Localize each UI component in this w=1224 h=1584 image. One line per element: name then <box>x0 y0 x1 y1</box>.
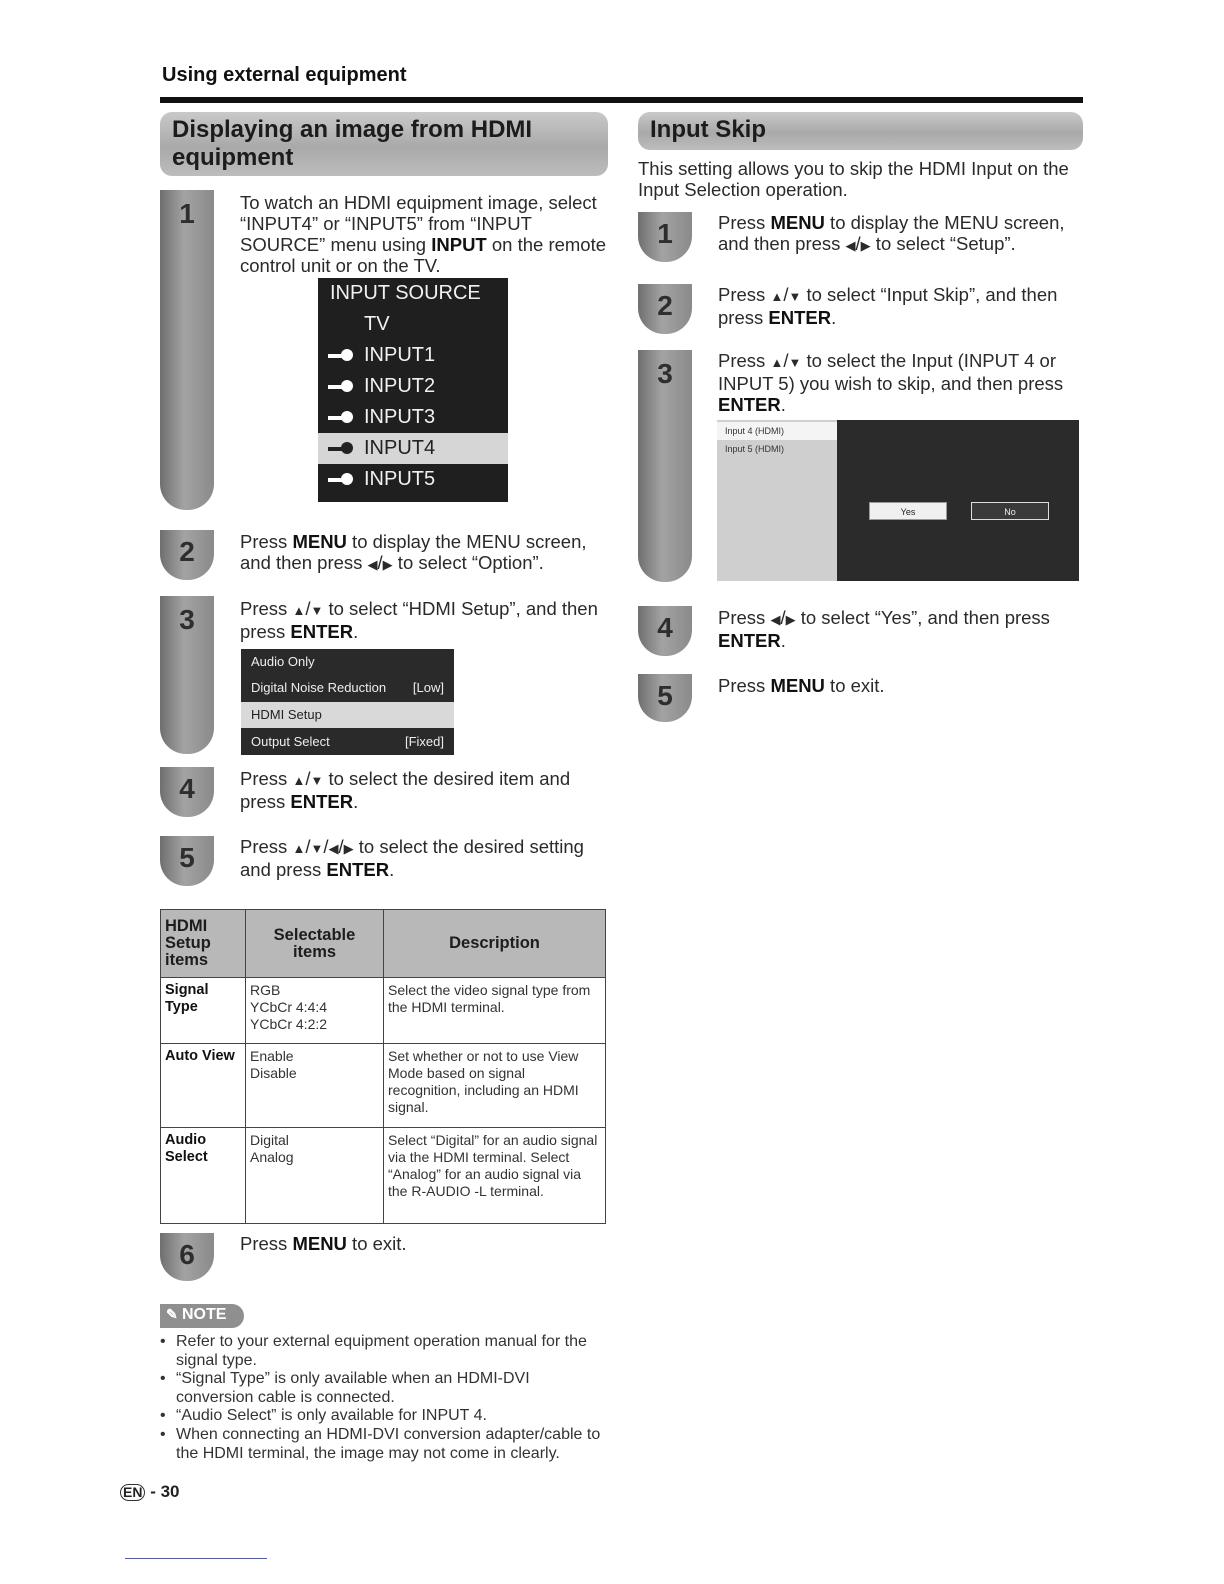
step-number: 1 <box>657 218 673 249</box>
up-arrow-icon <box>292 836 305 857</box>
step-number: 3 <box>657 358 673 389</box>
note-badge <box>160 1304 244 1328</box>
option-value: [Fixed] <box>404 734 444 749</box>
hdmi-setup-table <box>160 909 606 1224</box>
table-cell-description: Select “Digital” for an audio signal via the HDMI terminal. Select “Analog” for an audio signal via the R-AUDIO -L terminal. <box>384 1128 606 1224</box>
step-1-text <box>240 192 610 276</box>
step-5-text: Press ▲ /▼ /◀ /▶ to select the desired setting and press ENTER. <box>240 836 610 880</box>
banner-hdmi-title: Displaying an image from HDMI equipment <box>172 116 533 171</box>
plug-icon <box>328 442 354 454</box>
step-2-marker <box>160 530 214 580</box>
left-arrow-icon <box>770 607 780 628</box>
step-2-text: Press MENU to display the MENU screen, and then press ◀ /▶ to select “Option”. <box>240 531 610 575</box>
up-arrow-icon <box>770 284 783 305</box>
skip-step-3-text: Press ▲ /▼ to select the Input (INPUT 4 or INPUT 5) you wish to skip, and then press ENTER. <box>718 350 1078 415</box>
table-header-row <box>161 910 606 978</box>
skip-step-2-marker <box>638 284 692 334</box>
input-source-item-input3[interactable] <box>318 402 508 433</box>
input-label: INPUT5 <box>364 468 436 490</box>
step-6-marker <box>160 1233 214 1281</box>
option-item-audio-only[interactable] <box>241 649 454 675</box>
option-value: YCbCr 4:2:2 <box>250 1016 328 1032</box>
skip-step-4-text: Press ◀ /▶ to select “Yes”, and then press ENTER. <box>718 607 1078 651</box>
option-value: Digital <box>250 1132 289 1148</box>
down-arrow-icon <box>310 598 323 619</box>
language-badge: EN <box>120 1484 145 1501</box>
left-arrow-icon <box>328 836 338 857</box>
plug-icon <box>328 473 354 485</box>
option-item-output-select[interactable] <box>241 729 454 755</box>
skip-step-1-text: Press MENU to display the MENU screen, and then press ◀ /▶ to select “Setup”. <box>718 212 1078 256</box>
yes-button[interactable]: Yes <box>869 502 947 520</box>
footer-line <box>125 1558 267 1559</box>
header-rule <box>160 97 1083 103</box>
note-label: NOTE <box>182 1306 227 1323</box>
option-value: Enable <box>250 1048 294 1064</box>
skip-step-5-text: Press MENU to exit. <box>718 675 885 696</box>
input-source-item-input4[interactable] <box>318 433 508 464</box>
input-label: INPUT4 <box>364 437 436 459</box>
skip-step-4-marker <box>638 606 692 656</box>
left-arrow-icon <box>846 233 856 254</box>
banner-hdmi <box>160 112 608 176</box>
option-label: Digital Noise Reduction <box>251 680 387 695</box>
down-arrow-icon <box>788 350 801 371</box>
option-label: Audio Only <box>251 654 315 669</box>
input-skip-list <box>717 420 837 581</box>
step-number: 4 <box>657 612 673 643</box>
step-number: 2 <box>657 290 673 321</box>
right-arrow-icon <box>383 552 393 573</box>
input-label: INPUT2 <box>364 375 436 397</box>
left-arrow-icon <box>368 552 378 573</box>
step-1-marker <box>160 190 214 510</box>
list-item: • “Audio Select” is only available for INPUT 4. <box>160 1407 610 1426</box>
input-label: INPUT3 <box>364 406 436 428</box>
section-title: Using external equipment <box>162 64 407 86</box>
list-item: • “Signal Type” is only available when an HDMI-DVI conversion cable is connected. <box>160 1370 610 1407</box>
page-number <box>120 1482 179 1502</box>
step-number: 1 <box>179 198 195 229</box>
down-arrow-icon <box>310 768 323 789</box>
step-5-marker <box>160 836 214 886</box>
option-menu <box>241 649 454 755</box>
list-item: • When connecting an HDMI-DVI conversion adapter/cable to the HDMI terminal, the image may not come in clearly. <box>160 1426 610 1463</box>
table-row <box>161 1128 606 1224</box>
note-list <box>160 1333 610 1463</box>
pencil-icon: ✎ <box>166 1306 178 1322</box>
table-cell-description: Select the video signal type from the HDMI terminal. <box>384 978 606 1044</box>
step-3-text: Press ▲ /▼ to select “HDMI Setup”, and then press ENTER. <box>240 598 610 642</box>
step-3-marker <box>160 596 214 754</box>
table-row <box>161 978 606 1044</box>
input-source-item-input2[interactable] <box>318 371 508 402</box>
step-4-marker <box>160 767 214 817</box>
step-number: 2 <box>179 536 195 567</box>
option-value: Disable <box>250 1065 297 1081</box>
table-row <box>161 1044 606 1128</box>
plug-icon <box>328 380 354 392</box>
table-cell-options <box>246 1128 384 1224</box>
option-value: [Low] <box>412 680 444 695</box>
step-number: 6 <box>179 1239 195 1270</box>
list-item: • Refer to your external equipment operation manual for the signal type. <box>160 1333 610 1370</box>
table-header: HDMI Setup items <box>161 910 246 978</box>
step-number: 5 <box>179 842 195 873</box>
table-cell-options <box>246 1044 384 1128</box>
input-label: INPUT1 <box>364 344 436 366</box>
skip-item-input5[interactable]: Input 5 (HDMI) <box>725 444 785 454</box>
skip-item-input4[interactable]: Input 4 (HDMI) <box>717 422 837 440</box>
step-number: 5 <box>657 680 673 711</box>
table-cell-item: Audio Select <box>161 1128 246 1224</box>
input-key: INPUT <box>431 234 487 255</box>
banner-input-skip <box>638 112 1083 150</box>
right-arrow-icon <box>786 607 796 628</box>
step-6-text: Press MENU to exit. <box>240 1233 407 1254</box>
up-arrow-icon <box>292 768 305 789</box>
option-value: RGB <box>250 982 281 998</box>
up-arrow-icon <box>292 598 305 619</box>
step-4-text: Press ▲ /▼ to select the desired item and press ENTER. <box>240 768 610 812</box>
step-1-text-a: To watch an HDMI equipment image, select “INPUT4” or “INPUT5” from “INPUT SOURCE” menu using <box>240 192 597 255</box>
right-arrow-icon <box>861 233 871 254</box>
banner-input-skip-title: Input Skip <box>650 116 766 143</box>
down-arrow-icon <box>310 836 323 857</box>
input-skip-intro: This setting allows you to skip the HDMI Input on the Input Selection operation. <box>638 158 1069 200</box>
option-label: Output Select <box>251 734 330 749</box>
option-item-hdmi-setup[interactable] <box>241 702 454 728</box>
skip-step-2-text: Press ▲ /▼ to select “Input Skip”, and then press ENTER. <box>718 284 1078 328</box>
table-cell-item: Signal Type <box>161 978 246 1044</box>
skip-step-1-marker <box>638 212 692 262</box>
input-source-item-tv[interactable] <box>318 309 508 340</box>
up-arrow-icon <box>770 350 783 371</box>
input-source-item-input5[interactable] <box>318 464 508 495</box>
table-header: Selectable items <box>246 910 384 978</box>
option-label: HDMI Setup <box>251 707 322 722</box>
option-value: Analog <box>250 1149 294 1165</box>
input-source-item-input1[interactable] <box>318 340 508 371</box>
input-label: TV <box>364 313 390 335</box>
plug-icon <box>328 349 354 361</box>
step-number: 4 <box>179 773 195 804</box>
skip-step-5-marker <box>638 674 692 722</box>
table-cell-options <box>246 978 384 1044</box>
step-number: 3 <box>179 604 195 635</box>
table-header: Description <box>384 910 606 978</box>
right-arrow-icon <box>344 836 354 857</box>
plug-icon <box>328 411 354 423</box>
input-source-title: INPUT SOURCE <box>330 282 481 304</box>
table-cell-description: Set whether or not to use View Mode based on signal recognition, including an HDMI signal. <box>384 1044 606 1128</box>
down-arrow-icon <box>788 284 801 305</box>
input-skip-osd <box>717 420 1079 581</box>
table-cell-item: Auto View <box>161 1044 246 1128</box>
option-value: YCbCr 4:4:4 <box>250 999 328 1015</box>
no-button[interactable]: No <box>971 502 1049 520</box>
input-source-menu <box>318 278 508 502</box>
skip-step-3-marker <box>638 350 692 582</box>
step-1-text-b: on the remote control unit or on the TV. <box>240 234 607 276</box>
option-item-digital-noise-reduction[interactable] <box>241 675 454 701</box>
page-number-text: - 30 <box>150 1482 180 1501</box>
